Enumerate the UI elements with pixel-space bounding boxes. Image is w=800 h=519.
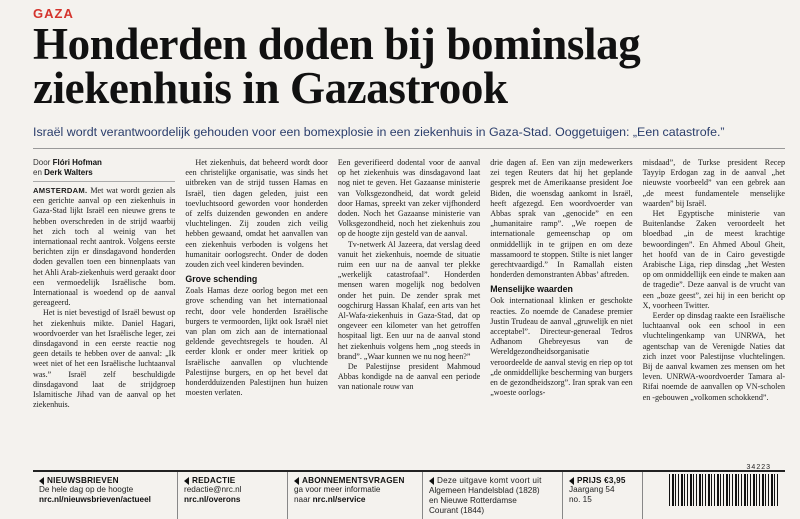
paragraph: misdaad”, de Turkse president Recep Tayyip Erdogan zag in de aanval „het nieuwste voorbeeld” van een gebrek aan „de meest fundamentele menselijke waarden” bij Israël. [642,158,786,208]
article-column-5 [643,158,785,466]
arrow-left-icon [294,477,299,485]
article-column-1 [33,158,175,466]
dateline: AMSTERDAM. [33,186,88,195]
editorial-email[interactable]: redactie@nrc.nl [184,485,242,494]
paragraph: Tv-netwerk Al Jazeera, dat verslag deed vanuit het ziekenhuis, noemde de situatie ruim een uur na de aanval ter plekke „werkelijk catastrofaal”. Honderden mensen waren mogelijk nog bedolven onder het puin. De zender sprak met oogchirurg Hassan Khalaf, een arts van het Al-Wafa-ziekenhuis in Gaza-Stad, dat op ongeveer een kilometer van het getroffen hospitaal ligt. Een uur na de aanval stond het ziekenhuis volgens hem „nog steeds in brand”. „Waar kunnen we nu nog heen?” [337,239,481,361]
article-body [33,158,785,466]
headline-line-1: Honderden doden bij bominslag [33,19,641,69]
section-tag: GAZA [33,6,74,21]
paragraph: Het Egyptische ministerie van Buitenlandse Zaken veroordeelt het bloedbad „in de meest krachtige bewoordingen”. En Ahmed Aboul Gheit, het hoofd van de in Cairo gevestigde Arabische Liga, riep dinsdag „het Westen op om onmiddellijk een einde te maken aan de tragedie”. Deze aanval is de vrucht van een „boze geest”, zei hij in een bericht op X, voorheen Twitter. [642,209,786,310]
paragraph: Zoals Hamas deze oorlog begon met een grove schending van het internationaal recht, door vele honderden Israëlische burgers te vermoorden, lijkt ook Israël niet van plan om zich aan de internationaal geldende gevechtsregels te houden. Al eerder klonk er onder meer kritiek op Israëlische aanvallen op vluchtende Palestijnse burgers, en op het bevel dat honderdduizenden Palestijnen hun huizen moesten verlaten. [185,286,328,398]
arrow-left-icon [569,477,574,485]
paragraph: De Palestijnse president Mahmoud Abbas kondigde na de aanval een periode van nationale rouw van [337,362,481,392]
divider [33,148,785,149]
paragraph: drie dagen af. Een van zijn medewerkers zei tegen Reuters dat hij het geplande gesprek met de Amerikaanse president Joe Biden, die woensdag aankomt in Israël, heeft afgezegd. Een woordvoerder van Abbas sprak van „genocide” en een „humanitaire ramp”. „We roepen de internationale gemeenschap op om onmiddellijk in te grijpen en om deze massamoord te stoppen. Stilte is niet langer gerechtvaardigd.” In Ramallah eisten honderden demonstranten Abbas’ aftreden. [490,158,633,280]
author-name: Flóri Hofman [52,158,102,167]
paragraph: Het ziekenhuis, dat beheerd wordt door een christelijke organisatie, was sinds het uitbreken van de strijd tussen Hamas en Israël, tien dagen geleden, juist een toevluchtsoord geworden voor honderden of zelfs duizenden gewonden en andere vluchtelingen. Zij zouden zich veilig hebben gewaand, omdat het aanvallen van een ziekenhuis verboden is volgens het humanitair oorlogsrecht. Onder de doden zouden zich veel kinderen bevinden. [185,158,328,270]
arrow-left-icon [184,477,189,485]
article-column-2 [185,158,327,466]
column-subheading: Menselijke waarden [490,284,573,295]
divider [33,181,175,182]
arrow-left-icon [429,477,434,485]
article-column-3 [338,158,480,466]
column-subheading: Grove schending [185,274,258,285]
paragraph: Ook internationaal klinken er geschokte reacties. Zo noemde de Canadese premier Justin Trudeau de aanval „gruwelijk en niet acceptabel”. Directeur-generaal Tedros Adhanom Ghebreyesus van de Wereldgezondheidsorganisatie veroordeelde de aanval stevig en riep op tot „de onmiddellijke bescherming van burgers en de gezondheidszorg”. Iran sprak van een „woeste oorlogs- [490,296,633,398]
headline [33,19,793,113]
paragraph: AMSTERDAM. Met wat wordt gezien als een gerichte aanval op een ziekenhuis in Gaza-Stad lijkt Israël een nieuwe grens te hebben overschreden in de strijd waarbij het zich toch al weinig van het internationaal recht aantrok. Volgens eerste berichten zijn er dinsdagavond honderden doden gevallen toen een binnenplaats van het Ahli Arab-ziekenhuis werd geraakt door een vermoedelijk Israëlische bom. Internationaal is woedend op de aanval gereageerd. [33,186,176,308]
paragraph: Eerder op dinsdag raakte een Israëlische luchtaanval ook een school in een vluchtelingenkamp van UNRWA, het agentschap van de Verenigde Naties dat zich inzet voor Palestijnse vluchtelingen. Bij de aanval kwamen zes mensen om het leven. UNRWA-woordvoerder Tamara al-Rifai noemde de aanvallen op VN-scholen en -gebouwen „volkomen schokkend”. [642,311,786,402]
footer-barcode [643,464,785,519]
subheadline: Israël wordt verantwoordelijk gehouden voor een bomexplosie in een ziekenhuis in Gaza-Stad. Ooggetuigen: „Een catastrofe.” [33,125,725,139]
paragraph: Het is niet bevestigd of Israël bewust op het ziekenhuis mikte. Daniel Hagari, woordvoerder van het Israëlische leger, zei dinsdagavond in een eerste reactie nog geen details te hebben over de aanval: „Ik weet niet of het een Israëlische luchtaanval was.” Israël zelf beschuldigde dinsdagavond laat de strijdgroep Islamitische Jihad van de aanval op het ziekenhuis. [33,308,176,410]
headline-line-2: ziekenhuis in Gazastrook [33,63,508,113]
barcode-icon [669,464,779,506]
service-link[interactable]: nrc.nl/service [312,495,366,504]
article-column-4 [490,158,632,466]
footer-subscriptions: ABONNEMENTSVRAGEN ga voor meer informatie naar nrc.nl/service [288,472,423,519]
newsletter-link[interactable]: nrc.nl/nieuwsbrieven/actueel [39,495,151,504]
footer-price: PRIJS €3,95 Jaargang 54 no. 15 [563,472,643,519]
footer-origin: Deze uitgave komt voort uit Algemeen Handelsblad (1828) en Nieuwe Rotterdamse Courant (1844) [423,472,563,519]
arrow-left-icon [39,477,44,485]
footer-newsletters: NIEUWSBRIEVEN De hele dag op de hoogte nrc.nl/nieuwsbrieven/actueel [33,472,178,519]
barcode-number: 34223 [746,464,771,471]
paragraph: Een geverifieerd dodental voor de aanval op het ziekenhuis was dinsdagavond laat nog niet te geven. Het Gazaanse ministerie van Volksgezondheid, dat wordt geleid door Hamas, spreekt van zeker vijfhonderd doden. Noch het Gazaanse ministerie van Volksgezondheid, noch het ziekenhuis zou op de hoogte zijn gesteld van de aanval. [337,158,481,239]
editorial-link[interactable]: nrc.nl/overons [184,495,241,504]
page-footer [33,464,785,519]
byline: Door Flóri Hofman en Derk Walters [33,158,102,177]
author-name: Derk Walters [44,168,93,177]
footer-editorial: REDACTIE redactie@nrc.nl nrc.nl/overons [178,472,288,519]
